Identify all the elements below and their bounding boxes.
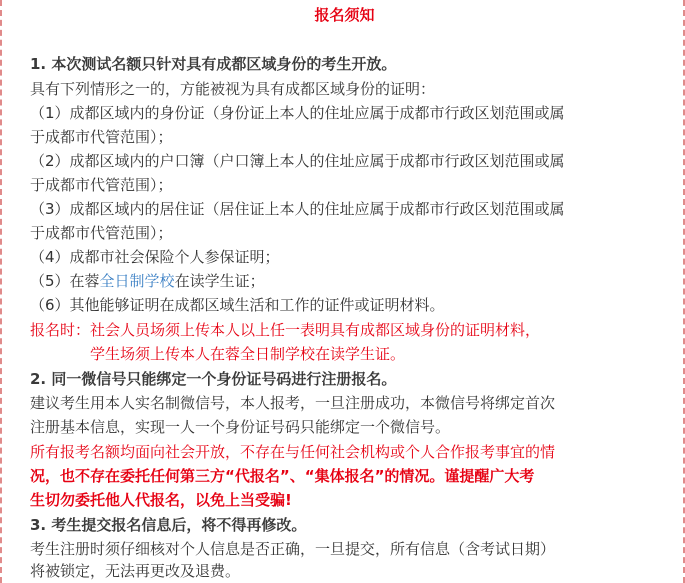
section-3-body-line-2: 将被锁定，无法再更改及退费。 bbox=[30, 562, 241, 580]
fraud-warning-line-1: 所有报考名额均面向社会开放，不存在与任何社会机构或个人合作报考事宜的情 bbox=[30, 443, 556, 461]
page-title: 报名须知 bbox=[314, 6, 375, 24]
proof-item-6: （6）其他能够证明在成都区域生活和工作的证件或证明材料。 bbox=[30, 296, 445, 314]
section-2-body-line-1: 建议考生用本人实名制微信号，本人报考，一旦注册成功，本微信号将绑定首次 bbox=[30, 394, 556, 412]
registration-note-line-1: 报名时：社会人员场须上传本人以上任一表明具有成都区域身份的证明材料， bbox=[30, 321, 541, 339]
section-1-intro: 具有下列情形之一的，方能被视为具有成都区域身份的证明： bbox=[30, 80, 436, 98]
registration-note-line-2: 学生场须上传本人在蓉全日制学校在读学生证。 bbox=[90, 345, 406, 363]
proof-item-5-suffix: 在读学生证； bbox=[174, 272, 265, 290]
proof-item-5 bbox=[30, 269, 265, 293]
section-3-heading: 3. 考生提交报名信息后，将不得再修改。 bbox=[30, 516, 307, 534]
fraud-warning-line-3: 生切勿委托他人代报名，以免上当受骗! bbox=[30, 491, 292, 509]
fraud-warning-line-2: 况，也不存在委托任何第三方“代报名”、“集体报名”的情况。谨提醒广大考 bbox=[30, 467, 535, 485]
proof-item-1-line-1: （1）成都区域内的身份证（身份证上本人的住址应属于成都市行政区划范围或属 bbox=[30, 104, 565, 122]
section-3-body-line-1: 考生注册时须仔细核对个人信息是否正确，一旦提交，所有信息（含考试日期） bbox=[30, 540, 556, 558]
proof-item-5-prefix: （5）在蓉 bbox=[30, 272, 100, 290]
proof-item-4: （4）成都市社会保险个人参保证明； bbox=[30, 248, 280, 266]
proof-item-3-line-1: （3）成都区域内的居住证（居住证上本人的住址应属于成都市行政区划范围或属 bbox=[30, 200, 565, 218]
section-2-heading: 2. 同一微信号只能绑定一个身份证号码进行注册报名。 bbox=[30, 370, 397, 388]
proof-item-1-line-2: 于成都市代管范围）； bbox=[30, 128, 173, 146]
fulltime-school-link[interactable]: 全日制学校 bbox=[99, 272, 175, 290]
proof-item-2-line-1: （2）成都区域内的户口簿（户口簿上本人的住址应属于成都市行政区划范围或属 bbox=[30, 152, 565, 170]
section-2-body-line-2: 注册基本信息，实现一人一个身份证号码只能绑定一个微信号。 bbox=[30, 418, 451, 436]
proof-item-3-line-2: 于成都市代管范围）； bbox=[30, 224, 173, 242]
section-1-heading: 1. 本次测试名额只针对具有成都区域身份的考生开放。 bbox=[30, 55, 397, 73]
proof-item-2-line-2: 于成都市代管范围）； bbox=[30, 176, 173, 194]
